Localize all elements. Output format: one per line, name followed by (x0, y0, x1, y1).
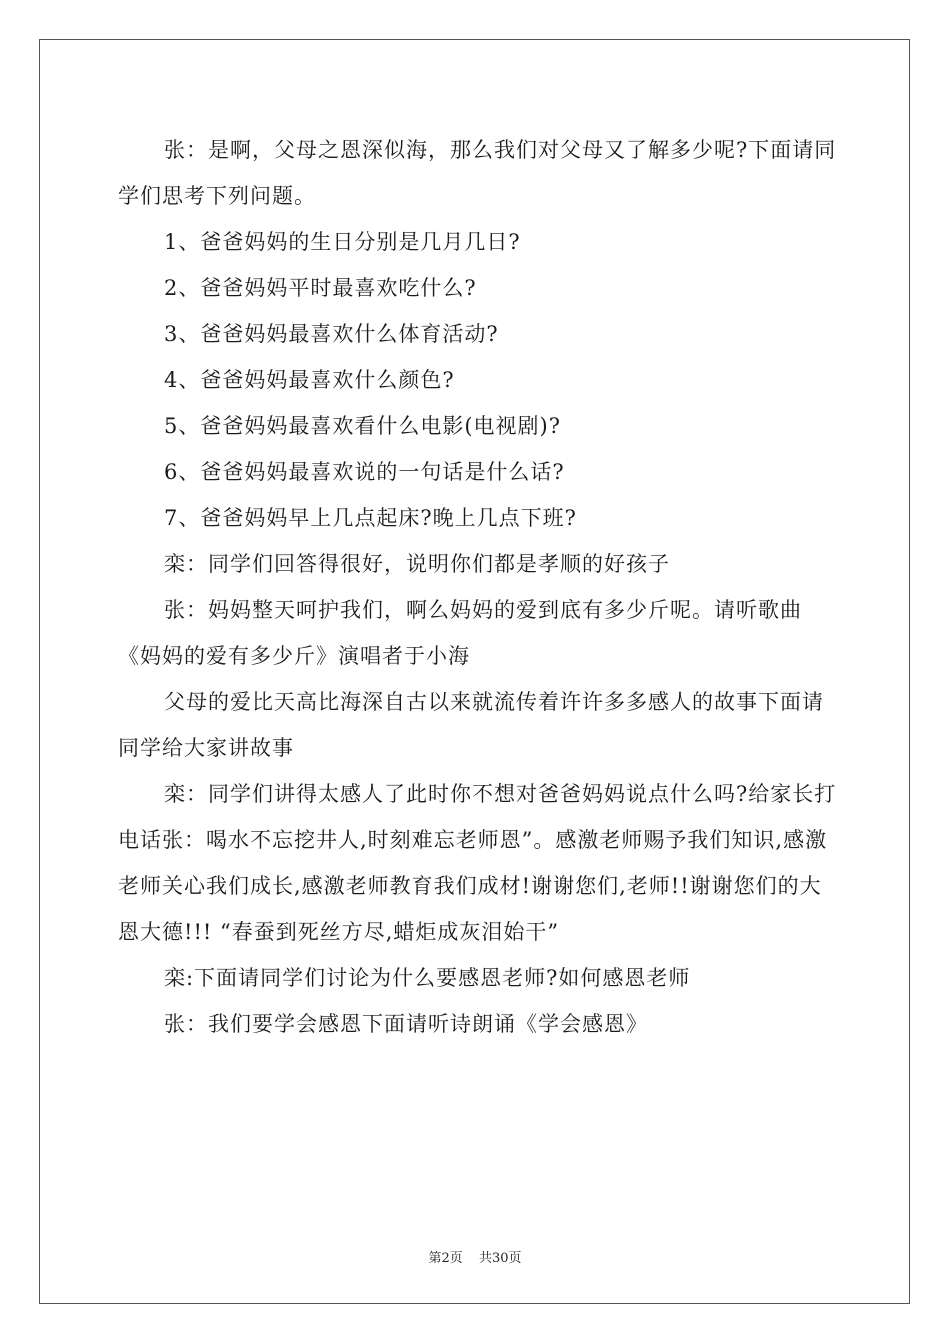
page-total: 共30页 (478, 1251, 522, 1266)
paragraph: 父母的爱比天高比海深自古以来就流传着许许多多感人的故事下面请同学给大家讲故事 (118, 690, 824, 760)
list-item: 7、爸爸妈妈早上几点起床?晚上几点下班? (164, 506, 577, 530)
page-footer (0, 1247, 950, 1266)
document-body (118, 127, 838, 1047)
paragraph: 张：妈妈整天呵护我们，啊么妈妈的爱到底有多少斤呢。请听歌曲《妈妈的爱有多少斤》演唱者于小海 (118, 598, 802, 668)
list-item: 6、爸爸妈妈最喜欢说的一句话是什么话? (164, 460, 565, 484)
paragraph: 栾:下面请同学们讨论为什么要感恩老师?如何感恩老师 (164, 966, 691, 990)
page-number: 第2页 (428, 1251, 463, 1266)
list-item: 2、爸爸妈妈平时最喜欢吃什么? (164, 276, 477, 300)
list-item: 1、爸爸妈妈的生日分别是几月几日? (164, 230, 521, 254)
paragraph: 栾：同学们讲得太感人了此时你不想对爸爸妈妈说点什么吗?给家长打电话张：喝水不忘挖井人,时刻难忘老师恩”。感激老师赐予我们知识,感激老师关心我们成长,感激老师教育我们成材!谢谢您们,老师!!谢谢您们的大恩大德!!! “春蚕到死丝方尽,蜡炬成灰泪始干” (118, 782, 837, 944)
paragraph: 栾：同学们回答得很好，说明你们都是孝顺的好孩子 (164, 552, 670, 576)
list-item: 5、爸爸妈妈最喜欢看什么电影(电视剧)? (164, 414, 562, 438)
paragraph: 张：是啊，父母之恩深似海，那么我们对父母又了解多少呢?下面请同学们思考下列问题。 (118, 138, 837, 208)
list-item: 4、爸爸妈妈最喜欢什么颜色? (164, 368, 455, 392)
list-item: 3、爸爸妈妈最喜欢什么体育活动? (164, 322, 499, 346)
paragraph: 张：我们要学会感恩下面请听诗朗诵《学会感恩》 (164, 1012, 648, 1036)
